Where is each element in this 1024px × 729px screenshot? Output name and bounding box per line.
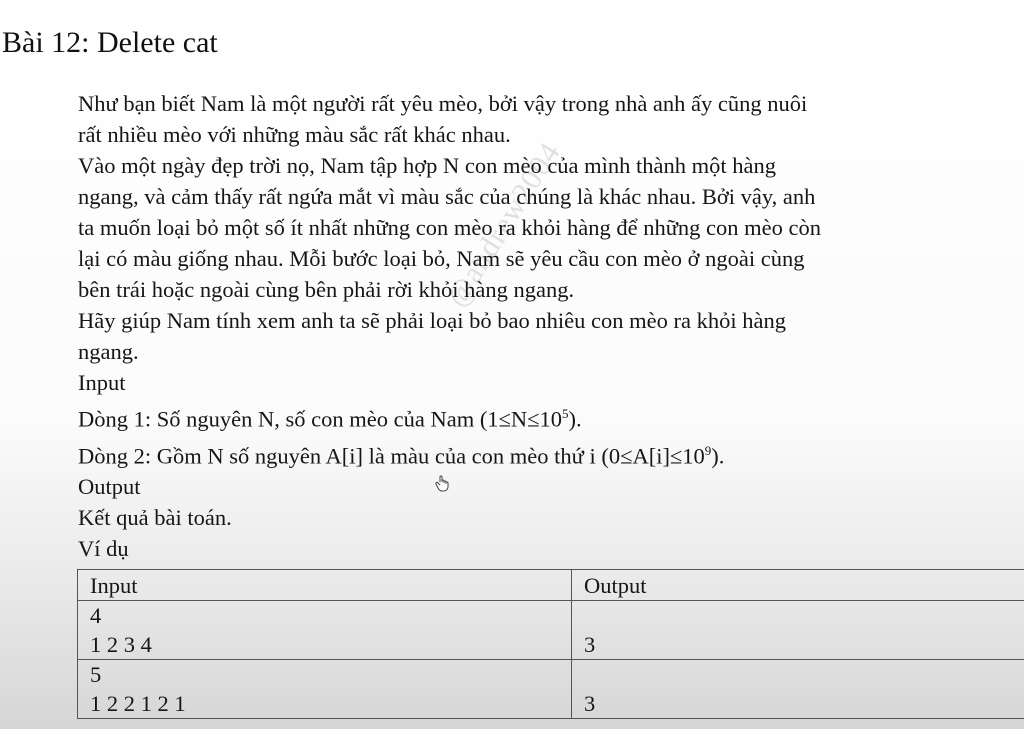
examples-table [77, 569, 1024, 719]
problem-title: Bài 12: Delete cat [2, 26, 218, 59]
example-output-cell: 3 [572, 601, 1024, 660]
statement-line: ngang. [78, 339, 139, 364]
input-line-2-suffix: ). [711, 443, 725, 468]
input-line-1 [78, 398, 998, 435]
example-output-cell: 3 [572, 660, 1024, 719]
example-input-cell [78, 601, 572, 660]
input-line-2 [78, 435, 998, 472]
statement-line: Hãy giúp Nam tính xem anh ta sẽ phải loại bỏ bao nhiêu con mèo ra khỏi hàng [78, 308, 786, 333]
output-heading: Output [78, 474, 141, 499]
hand-cursor-icon [434, 474, 450, 492]
input-line-2-text: Dòng 2: Gồm N số nguyên A[i] là màu của con mèo thứ i (0≤A[i]≤10 [78, 443, 705, 468]
statement-line: bên trái hoặc ngoài cùng bên phải rời khỏi hàng ngang. [78, 277, 575, 302]
example-input-cell [78, 660, 572, 719]
input-line-1-exponent: 5 [562, 406, 569, 421]
statement-line: rất nhiều mèo với những màu sắc rất khác nhau. [78, 122, 511, 147]
example-input-line: 1 2 3 4 [90, 632, 152, 657]
statement-line: lại có màu giống nhau. Mỗi bước loại bỏ, Nam sẽ yêu cầu con mèo ở ngoài cùng [78, 246, 805, 271]
statement-line: Vào một ngày đẹp trời nọ, Nam tập hợp N con mèo của mình thành một hàng [78, 153, 777, 178]
output-text: Kết quả bài toán. [78, 505, 232, 530]
table-header-output: Output [572, 570, 1024, 601]
table-row [78, 660, 1024, 719]
statement-line: Như bạn biết Nam là một người rất yêu mèo, bởi vậy trong nhà anh ấy cũng nuôi [78, 91, 808, 116]
example-input-line: 1 2 2 1 2 1 [90, 691, 186, 716]
input-line-1-suffix: ). [568, 406, 582, 432]
table-row [78, 601, 1024, 660]
example-input-line: 4 [90, 603, 102, 628]
example-heading: Ví dụ [78, 536, 129, 561]
input-line-2-exponent: 9 [704, 442, 712, 458]
example-input-line: 5 [90, 662, 102, 687]
input-line-1-text: Dòng 1: Số nguyên N, số con mèo của Nam (1≤N≤10 [78, 406, 563, 432]
watermark: @andrew2004 [440, 136, 568, 313]
table-header-input: Input [78, 570, 572, 601]
table-header-row [78, 570, 1024, 601]
input-heading: Input [78, 370, 126, 395]
statement-line: ta muốn loại bỏ một số ít nhất những con mèo ra khỏi hàng để những con mèo còn [78, 215, 822, 240]
problem-content [78, 88, 998, 564]
statement-line: ngang, và cảm thấy rất ngứa mắt vì màu sắc của chúng là khác nhau. Bởi vậy, anh [78, 184, 816, 209]
